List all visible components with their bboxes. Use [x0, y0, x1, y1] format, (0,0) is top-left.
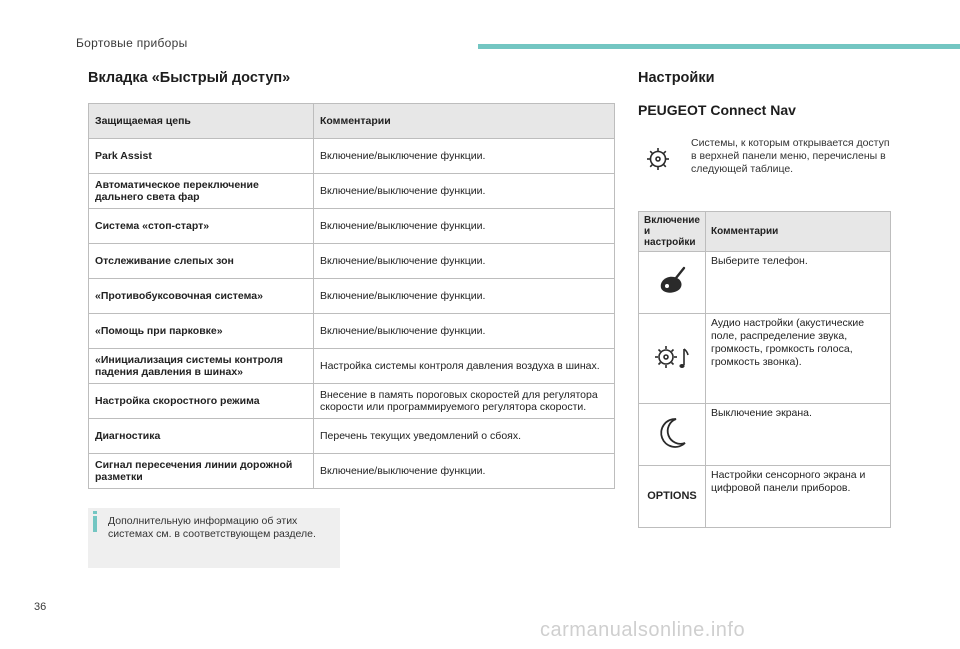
table-cell-comment: Выключение экрана. [705, 404, 890, 466]
table-cell-circuit: Диагностика [89, 419, 314, 454]
page-number: 36 [34, 601, 47, 613]
header-accent-bar [478, 44, 960, 49]
table-cell-circuit: Сигнал пересечения линии дорожной разметки [89, 454, 314, 489]
table-row [639, 252, 891, 314]
table-header-cell: Комментарии [314, 104, 615, 139]
palette-brush-icon [655, 264, 689, 298]
info-note-text: Дополнительную информацию об этих системах см. в соответствующем разделе. [108, 515, 316, 540]
table-cell-comment: Настройки сенсорного экрана и цифровой панели приборов. [705, 466, 890, 528]
moon-icon [656, 416, 688, 450]
table-row [639, 466, 891, 528]
table-cell-circuit: «Противобуксовочная система» [89, 279, 314, 314]
table-row [89, 174, 615, 209]
right-subtitle: PEUGEOT Connect Nav [638, 102, 796, 118]
table-cell-comment: Аудио настройки (акустические поле, распределение звука, громкость, громкость голоса, громкость звонка). [705, 314, 890, 404]
table-row [89, 209, 615, 244]
table-cell-comment: Включение/выключение функции. [314, 174, 615, 209]
table-row [639, 314, 891, 404]
table-cell-comment: Перечень текущих уведомлений о сбоях. [314, 419, 615, 454]
table-cell-circuit: «Помощь при парковке» [89, 314, 314, 349]
table-cell-comment: Настройка системы контроля давления воздуха в шинах. [314, 349, 615, 384]
gear-music-icon [653, 341, 691, 373]
table-cell-comment: Включение/выключение функции. [314, 279, 615, 314]
table-header-cell: Защищаемая цепь [89, 104, 314, 139]
info-icon [93, 516, 97, 532]
settings-intro-text: Системы, к которым открывается доступ в верхней панели меню, перечислены в следующей таблице. [691, 137, 890, 175]
table-row [89, 244, 615, 279]
table-cell-circuit: Park Assist [89, 139, 314, 174]
table-cell-comment: Включение/выключение функции. [314, 454, 615, 489]
quick-access-table [88, 103, 615, 489]
table-header-row [89, 104, 615, 139]
table-cell-circuit: Отслеживание слепых зон [89, 244, 314, 279]
left-section-title: Вкладка «Быстрый доступ» [88, 70, 291, 86]
table-cell-circuit: Автоматическое переключение дальнего света фар [89, 174, 314, 209]
right-section-title: Настройки [638, 70, 715, 86]
table-cell-comment: Включение/выключение функции. [314, 139, 615, 174]
table-header-cell: Включение и настройки [639, 212, 706, 252]
table-cell-comment: Выберите телефон. [705, 252, 890, 314]
table-cell-circuit: Система «стоп-старт» [89, 209, 314, 244]
table-cell-comment: Включение/выключение функции. [314, 314, 615, 349]
table-cell-comment: Включение/выключение функции. [314, 244, 615, 279]
watermark: carmanualsonline.info [540, 619, 746, 641]
table-cell-comment: Включение/выключение функции. [314, 209, 615, 244]
table-row [89, 139, 615, 174]
gear-icon [645, 146, 671, 172]
table-row [89, 454, 615, 489]
table-cell-comment: Внесение в память пороговых скоростей для регулятора скорости или программируемого регулятора скорости. [314, 384, 615, 419]
table-row [89, 314, 615, 349]
table-row [89, 279, 615, 314]
table-row [89, 384, 615, 419]
table-row [639, 404, 891, 466]
settings-table [638, 211, 891, 528]
table-header-row [639, 212, 891, 252]
table-header-cell: Комментарии [705, 212, 890, 252]
section-header: Бортовые приборы [76, 36, 188, 50]
table-cell-circuit: Настройка скоростного режима [89, 384, 314, 419]
options-label: OPTIONS [647, 490, 697, 502]
table-row [89, 349, 615, 384]
table-cell-circuit: «Инициализация системы контроля падения давления в шинах» [89, 349, 314, 384]
table-row [89, 419, 615, 454]
